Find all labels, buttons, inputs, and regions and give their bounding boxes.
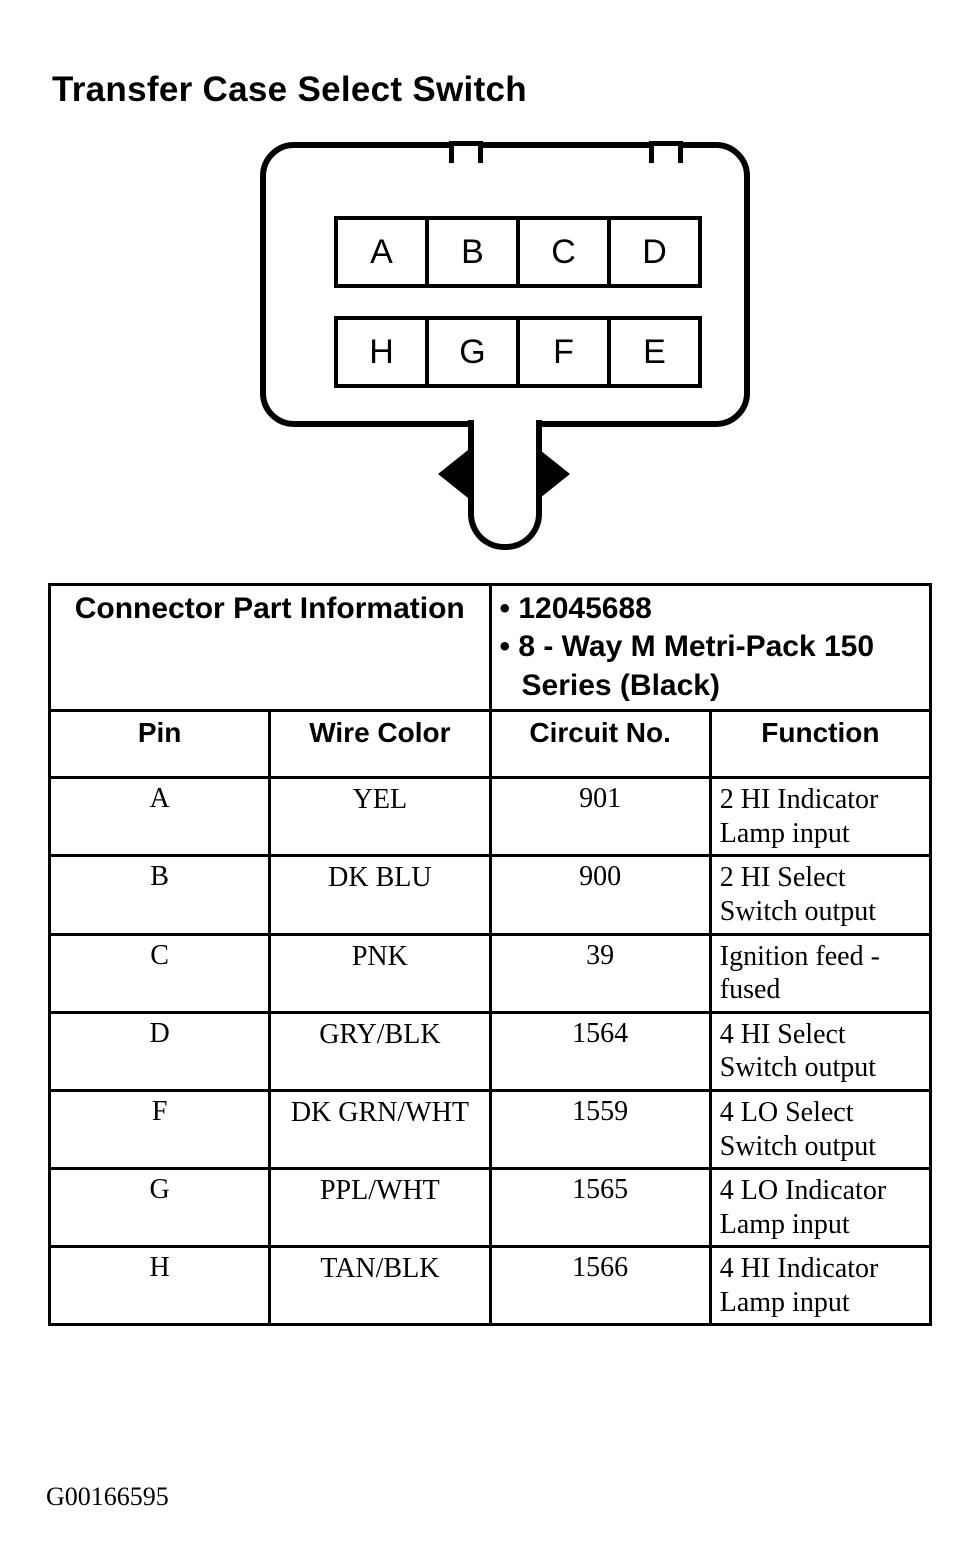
cell-circuit-no: 1565 bbox=[490, 1169, 710, 1247]
cell-function: 2 HI Select Switch output bbox=[710, 856, 930, 934]
cell-function: 4 LO Select Switch output bbox=[710, 1090, 930, 1168]
cell-wire-color: PPL/WHT bbox=[270, 1169, 490, 1247]
cell-pin: C bbox=[50, 934, 270, 1012]
connector-housing bbox=[260, 142, 750, 427]
connector-latch-tab-right bbox=[649, 141, 683, 163]
connector-pin-g: G bbox=[425, 316, 520, 388]
column-header-function: Function bbox=[710, 711, 930, 778]
cell-circuit-no: 1559 bbox=[490, 1090, 710, 1168]
connector-latch-tab-left bbox=[449, 141, 483, 163]
table-row bbox=[50, 856, 931, 934]
connector-pin-row-top bbox=[334, 216, 714, 288]
column-header-pin: Pin bbox=[50, 711, 270, 778]
connector-pin-c: C bbox=[516, 216, 611, 288]
cell-circuit-no: 901 bbox=[490, 778, 710, 856]
page-title: Transfer Case Select Switch bbox=[52, 70, 527, 109]
connector-pin-e: E bbox=[607, 316, 702, 388]
table-row bbox=[50, 934, 931, 1012]
connector-pin-row-bottom bbox=[334, 316, 714, 388]
connector-pin-a: A bbox=[334, 216, 429, 288]
cell-circuit-no: 900 bbox=[490, 856, 710, 934]
table-row bbox=[50, 1247, 931, 1325]
connector-pin-f: F bbox=[516, 316, 611, 388]
cell-pin: G bbox=[50, 1169, 270, 1247]
connector-pin-h: H bbox=[334, 316, 429, 388]
cell-pin: H bbox=[50, 1247, 270, 1325]
cell-circuit-no: 39 bbox=[490, 934, 710, 1012]
arrow-left-icon bbox=[438, 450, 468, 498]
table-header-row bbox=[50, 711, 931, 778]
connector-part-information-label: Connector Part Information bbox=[50, 585, 491, 711]
table-row bbox=[50, 1012, 931, 1090]
connector-part-information-row bbox=[50, 585, 931, 711]
cell-circuit-no: 1564 bbox=[490, 1012, 710, 1090]
cell-wire-color: DK BLU bbox=[270, 856, 490, 934]
connector-part-information-values bbox=[490, 585, 931, 711]
connector-illustration bbox=[240, 132, 770, 562]
column-header-wire-color: Wire Color bbox=[270, 711, 490, 778]
cell-pin: A bbox=[50, 778, 270, 856]
connector-pin-b: B bbox=[425, 216, 520, 288]
table-row bbox=[50, 1090, 931, 1168]
cell-pin: D bbox=[50, 1012, 270, 1090]
cell-function: 4 HI Select Switch output bbox=[710, 1012, 930, 1090]
connector-pin-d: D bbox=[607, 216, 702, 288]
cell-function: Ignition feed - fused bbox=[710, 934, 930, 1012]
cell-wire-color: PNK bbox=[270, 934, 490, 1012]
connector-part-number: • 12045688 bbox=[499, 592, 652, 625]
table-row bbox=[50, 778, 931, 856]
figure-code: G00166595 bbox=[46, 1482, 169, 1511]
cell-pin: F bbox=[50, 1090, 270, 1168]
connector-pinout-table bbox=[48, 583, 932, 1326]
cell-wire-color: TAN/BLK bbox=[270, 1247, 490, 1325]
connector-wire-boot bbox=[468, 420, 542, 550]
column-header-circuit-no: Circuit No. bbox=[490, 711, 710, 778]
connector-part-description: • 8 - Way M Metri-Pack 150 Series (Black) bbox=[499, 630, 875, 702]
cell-wire-color: GRY/BLK bbox=[270, 1012, 490, 1090]
cell-function: 4 LO Indicator Lamp input bbox=[710, 1169, 930, 1247]
cell-function: 2 HI Indicator Lamp input bbox=[710, 778, 930, 856]
cell-wire-color: YEL bbox=[270, 778, 490, 856]
cell-pin: B bbox=[50, 856, 270, 934]
arrow-right-icon bbox=[540, 450, 570, 498]
cell-circuit-no: 1566 bbox=[490, 1247, 710, 1325]
cell-function: 4 HI Indicator Lamp input bbox=[710, 1247, 930, 1325]
connector-pin-grid bbox=[334, 216, 714, 416]
cell-wire-color: DK GRN/WHT bbox=[270, 1090, 490, 1168]
table-row bbox=[50, 1169, 931, 1247]
